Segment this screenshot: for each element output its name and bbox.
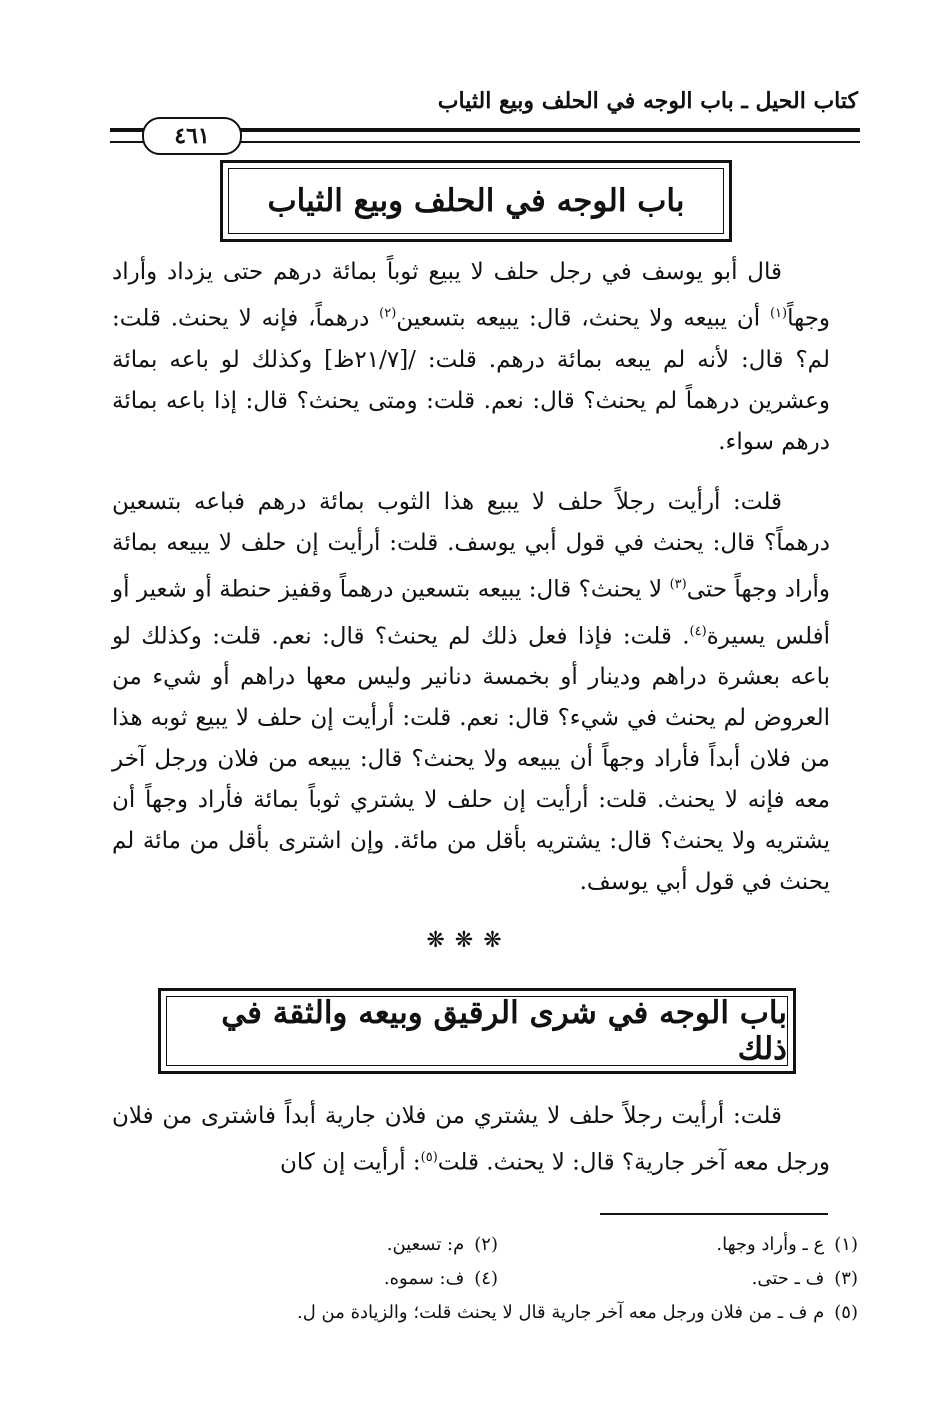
chapter-title-frame-1 bbox=[220, 160, 732, 242]
footnote-rule bbox=[600, 1213, 828, 1215]
footnotes bbox=[112, 1228, 858, 1330]
paragraph-3 bbox=[112, 1096, 830, 1184]
footnote-4 bbox=[138, 1262, 498, 1296]
page-number-badge bbox=[142, 117, 242, 155]
footnote-1 bbox=[498, 1228, 858, 1262]
paragraph-2 bbox=[112, 482, 830, 903]
paragraph-3-part-b: : أرأيت إن كان bbox=[279, 1149, 421, 1176]
paragraph-2-part-c: . قلت: فإذا فعل ذلك لم يحنث؟ قال: نعم. قلت: وكذلك لو باعه بعشرة دراهم ودينار أو بخمسة دنانير وليس معها دراهم أو شيء من العروض لم يحنث في شيء؟ قال: نعم. قلت: أرأيت إن حلف لا يبيع ثوبه هذا من فلان أبداً فأراد وجهاً أن يبيعه ولا يحنث؟ قال: يبيعه من فلان ورجل آخر معه فإنه لا يحنث. قلت: أرأيت إن حلف لا يشتري ثوباً بمائة فأراد وجهاً أن يشتريه ولا يحنث؟ قال: يشتريه بأقل من مائة. وإن اشترى بأقل من مائة لم يحنث في قول أبي يوسف. bbox=[112, 623, 830, 896]
footnote-number: (١) bbox=[834, 1234, 858, 1255]
paragraph-1-part-c: درهماً، فإنه لا يحنث. قلت: لم؟ قال: لأنه لم يبعه بمائة درهم. قلت: /[٢١/٧ظ] وكذلك لو باعه بمائة وعشرين درهماً لم يحنث؟ قال: نعم. قلت: ومتى يحنث؟ قال: إذا باعه بمائة درهم سواء. bbox=[112, 305, 830, 455]
footnote-row bbox=[112, 1296, 858, 1330]
footnote-5 bbox=[297, 1296, 858, 1330]
chapter-2-body bbox=[112, 1096, 830, 1184]
footnote-number: (٣) bbox=[834, 1268, 858, 1289]
footnote-row bbox=[112, 1228, 858, 1262]
paragraph-2-part-a: قلت: أرأيت رجلاً حلف لا يبيع هذا الثوب بمائة درهم فباعه بتسعين درهماً؟ قال: يحنث في قول أبي يوسف. قلت: أرأيت إن حلف لا يبيعه بمائة وأراد وجهاً حتى bbox=[112, 489, 830, 603]
chapter-title-inner-1 bbox=[228, 168, 724, 234]
chapter-title-2: باب الوجه في شرى الرقيق وبيعه والثقة في ذلك bbox=[221, 995, 787, 1067]
footnote-text: ف ـ حتى. bbox=[751, 1268, 825, 1289]
chapter-title-frame-2 bbox=[158, 988, 796, 1074]
paragraph-1 bbox=[112, 252, 830, 463]
chapter-title-1: باب الوجه في الحلف وبيع الثياب bbox=[267, 183, 685, 219]
running-header: كتاب الحيل ـ باب الوجه في الحلف وبيع الثياب bbox=[437, 88, 858, 114]
footnote-text: م ف ـ من فلان ورجل معه آخر جارية قال لا يحنث قلت؛ والزيادة من ل. bbox=[296, 1302, 825, 1323]
page-number: ٤٦١ bbox=[174, 123, 210, 149]
footnote-ref-1[interactable]: (١) bbox=[769, 306, 788, 321]
footnote-2 bbox=[138, 1228, 498, 1262]
footnote-ref-5[interactable]: (٥) bbox=[420, 1150, 438, 1165]
footnote-number: (٢) bbox=[474, 1234, 498, 1255]
chapter-1-body-2 bbox=[112, 482, 830, 903]
footnote-text: م: تسعين. bbox=[386, 1234, 465, 1255]
footnote-text: ف: سموه. bbox=[383, 1268, 465, 1289]
footnote-ref-4[interactable]: (٤) bbox=[689, 623, 707, 639]
footnote-text: ع ـ وأراد وجها. bbox=[716, 1234, 825, 1255]
footnote-number: (٤) bbox=[474, 1268, 498, 1289]
footnote-number: (٥) bbox=[834, 1302, 858, 1323]
footnote-row bbox=[112, 1262, 858, 1296]
footnote-3 bbox=[498, 1262, 858, 1296]
chapter-title-inner-2 bbox=[166, 996, 788, 1066]
paragraph-1-part-b: أن يبيعه ولا يحنث، قال: يبيعه بتسعين bbox=[396, 305, 770, 332]
paragraph-2-part-b: لا يحنث؟ قال: يبيعه بتسعين درهماً وقفيز حنطة أو شعير أو أفلس يسيرة bbox=[112, 576, 830, 650]
section-separator: ❋❋❋ bbox=[426, 928, 512, 953]
chapter-1-body bbox=[112, 252, 830, 463]
paragraph-1-part-a: قال أبو يوسف في رجل حلف لا يبيع ثوباً بمائة درهم حتى يزداد وأراد وجهاً bbox=[112, 259, 831, 332]
footnote-ref-2[interactable]: (٢) bbox=[379, 306, 397, 321]
footnote-ref-3[interactable]: (٣) bbox=[669, 577, 687, 592]
paragraph-3-part-a: قلت: أرأيت رجلاً حلف لا يشتري من فلان جارية أبداً فاشترى من فلان ورجل معه آخر جارية؟ قال: لا يحنث. قلت bbox=[112, 1103, 830, 1176]
